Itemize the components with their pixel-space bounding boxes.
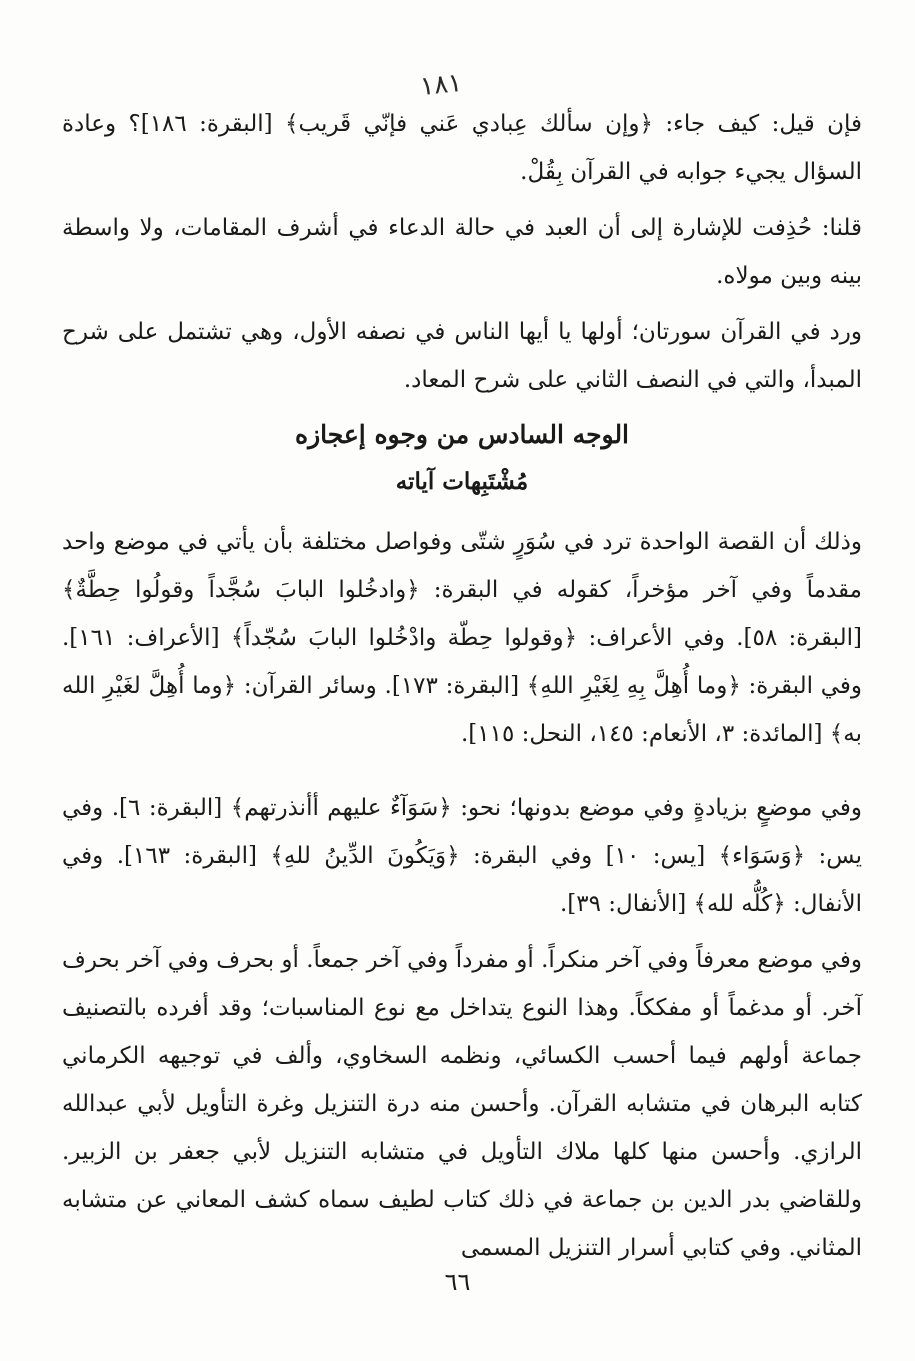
paragraph-5: وفي موضعٍ بزيادةٍ وفي موضع بدونها؛ نحو: ﴿سَوَآءٌ عليهم أأنذرتهم﴾ [البقرة: ٦]. وفي يس: ﴿وَسَوَاء﴾ [يس: ١٠] وفي البقرة: ﴿وَيَكُونَ الدِّينُ للهِ﴾ [البقرة: ١٦٣]. وفي الأنفال: ﴿كُلُّه لله﴾ [الأنفال: ٣٩].: [62, 795, 862, 917]
handwritten-mark: ١٨١: [418, 67, 464, 103]
page-number: ٦٦: [444, 1268, 471, 1296]
paragraph-6: وفي موضع معرفاً وفي آخر منكراً. أو مفرداً وفي آخر جمعاً. أو بحرف وفي آخر بحرف آخر. أو مدغماً أو مفككاً. وهذا النوع يتداخل مع نوع المناسبات؛ وقد أفرده بالتصنيف جماعة أولهم فيما أحسب الكسائي، ونظمه السخاوي، وألف في توجيهه الكرماني كتابه البرهان في متشابه القرآن. وأحسن منه درة التنزيل وغرة التأويل لأبي عبدالله الرازي. وأحسن منها كلها ملاك التأويل في متشابه التنزيل لأبي جعفر بن الزبير. وللقاضي بدر الدين بن جماعة في ذلك كتاب لطيف سماه كشف المعاني عن متشابه المثاني. وفي كتابي أسرار التنزيل المسمى: [62, 947, 862, 1261]
paragraph-1: فإن قيل: كيف جاء: ﴿وإن سألك عِبادي عَني فإنّي قَريب﴾ [البقرة: ١٨٦]؟ وعادة السؤال يجيء جوابه في القرآن بِقُلْ.: [62, 111, 862, 185]
paragraph-2: قلنا: حُذِفت للإشارة إلى أن العبد في حالة الدعاء في أشرف المقامات، ولا واسطة بينه وبين مولاه.: [62, 215, 862, 289]
paragraph-4: وذلك أن القصة الواحدة ترد في سُوَرٍ شتّى وفواصل مختلفة بأن يأتي في موضع واحد مقدماً وفي آخر مؤخراً، كقوله في البقرة: ﴿وادخُلوا البابَ سُجَّداً وقولُوا حِطَّةٌ﴾ [البقرة: ٥٨]. وفي الأعراف: ﴿وقولوا حِطّة وادْخُلوا البابَ سُجّداً﴾ [الأعراف: ١٦١]. وفي البقرة: ﴿وما أُهِلَّ بِهِ لِغَيْرِ اللهِ﴾ [البقرة: ١٧٣]. وسائر القرآن: ﴿وما أُهِلَّ لغَيْرِ الله به﴾ [المائدة: ٣، الأنعام: ١٤٥، النحل: ١١٥].: [62, 529, 862, 747]
section-heading: الوجه السادس من وجوه إعجازه: [294, 420, 630, 449]
paragraph-3: ورد في القرآن سورتان؛ أولها يا أيها الناس في نصفه الأول، وهي تشتمل على شرح المبدأ، والتي في النصف الثاني على شرح المعاد.: [62, 319, 862, 393]
section-subheading: مُشْتَبِهات آياته: [395, 468, 529, 495]
